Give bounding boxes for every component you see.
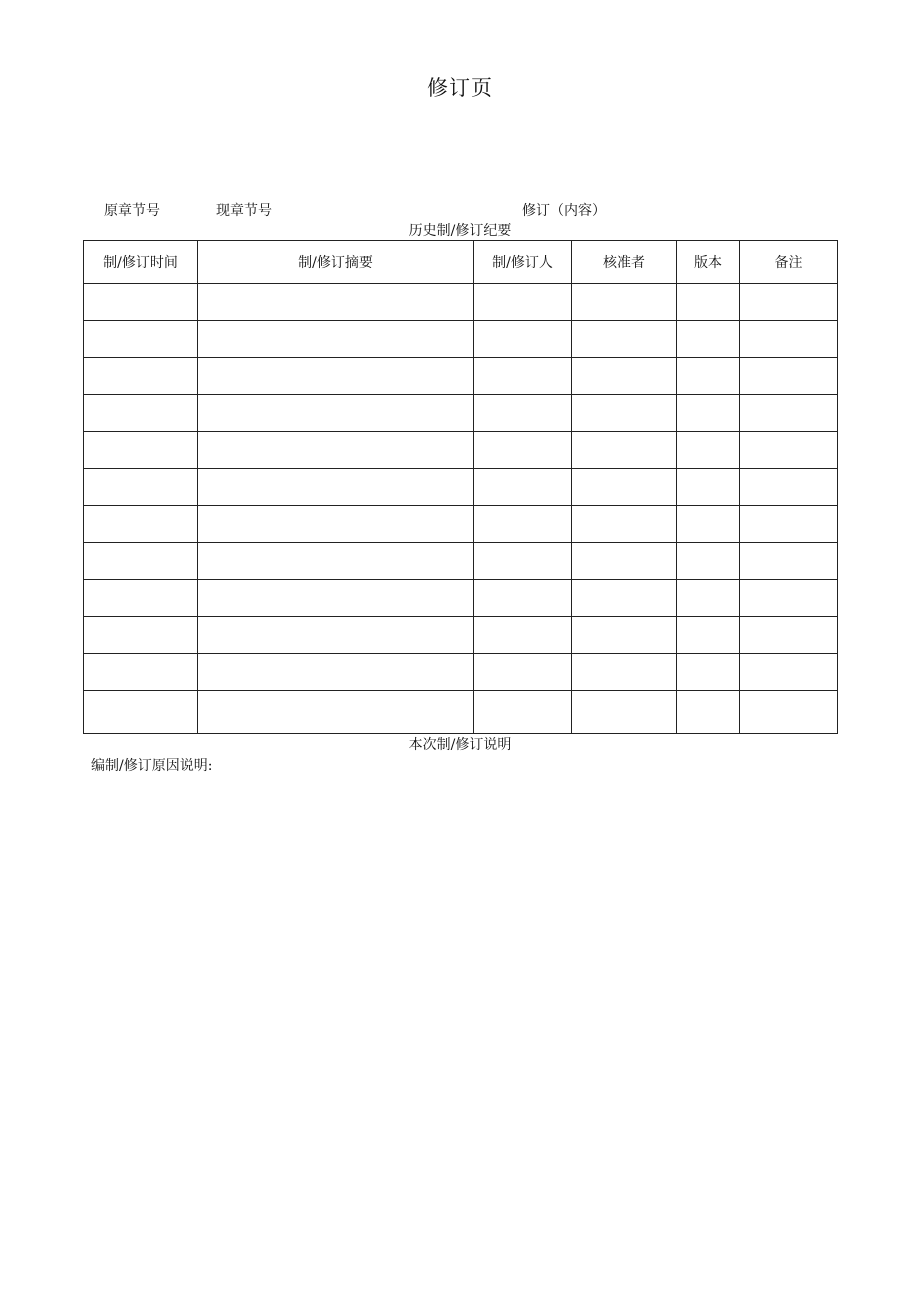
table-cell bbox=[740, 432, 838, 469]
table-cell bbox=[677, 469, 740, 506]
table-cell bbox=[84, 506, 198, 543]
table-cell bbox=[572, 580, 677, 617]
header-revision-summary: 制/修订摘要 bbox=[198, 241, 474, 284]
table-cell bbox=[198, 691, 474, 734]
header-version: 版本 bbox=[677, 241, 740, 284]
table-cell bbox=[84, 395, 198, 432]
table-cell bbox=[84, 580, 198, 617]
table-cell bbox=[572, 506, 677, 543]
table-cell bbox=[474, 617, 572, 654]
header-reviser: 制/修订人 bbox=[474, 241, 572, 284]
table-row bbox=[84, 543, 838, 580]
table-cell bbox=[198, 617, 474, 654]
table-cell bbox=[677, 284, 740, 321]
table-cell bbox=[740, 395, 838, 432]
revision-reason-label: 编制/修订原因说明: bbox=[91, 758, 213, 774]
table-cell bbox=[84, 432, 198, 469]
table-cell bbox=[474, 543, 572, 580]
table-header-row bbox=[84, 241, 838, 284]
table-cell bbox=[198, 284, 474, 321]
table-body bbox=[84, 284, 838, 734]
header-approver: 核准者 bbox=[572, 241, 677, 284]
table-cell bbox=[740, 580, 838, 617]
table-cell bbox=[677, 617, 740, 654]
table-row bbox=[84, 506, 838, 543]
table-cell bbox=[677, 543, 740, 580]
table-cell bbox=[572, 691, 677, 734]
table-row bbox=[84, 654, 838, 691]
table-cell bbox=[677, 654, 740, 691]
table-cell bbox=[84, 691, 198, 734]
table-cell bbox=[474, 469, 572, 506]
table-cell bbox=[198, 506, 474, 543]
table-cell bbox=[572, 617, 677, 654]
table-cell bbox=[198, 395, 474, 432]
table-row bbox=[84, 395, 838, 432]
header-remarks: 备注 bbox=[740, 241, 838, 284]
revision-content-label: 修订（内容） bbox=[522, 203, 606, 219]
table-cell bbox=[198, 654, 474, 691]
table-row bbox=[84, 691, 838, 734]
table-cell bbox=[677, 395, 740, 432]
table-cell bbox=[572, 543, 677, 580]
table-cell bbox=[572, 654, 677, 691]
table-cell bbox=[572, 358, 677, 395]
revision-note-caption: 本次制/修订说明 bbox=[408, 737, 512, 753]
table-row bbox=[84, 284, 838, 321]
table-cell bbox=[198, 543, 474, 580]
table-cell bbox=[198, 432, 474, 469]
revision-history-table bbox=[83, 240, 838, 734]
table-cell bbox=[740, 321, 838, 358]
table-cell bbox=[474, 432, 572, 469]
table-cell bbox=[572, 284, 677, 321]
table-cell bbox=[474, 321, 572, 358]
table-cell bbox=[84, 543, 198, 580]
table-row bbox=[84, 580, 838, 617]
table-cell bbox=[474, 580, 572, 617]
table-row bbox=[84, 432, 838, 469]
table-row bbox=[84, 321, 838, 358]
header-revision-time: 制/修订时间 bbox=[84, 241, 198, 284]
table-cell bbox=[677, 691, 740, 734]
current-section-label: 现章节号 bbox=[216, 203, 272, 219]
table-cell bbox=[198, 580, 474, 617]
table-cell bbox=[84, 358, 198, 395]
history-caption: 历史制/修订纪要 bbox=[408, 223, 512, 239]
table-cell bbox=[84, 321, 198, 358]
table-cell bbox=[740, 543, 838, 580]
table-cell bbox=[572, 395, 677, 432]
table-cell bbox=[740, 617, 838, 654]
table-cell bbox=[198, 321, 474, 358]
table-cell bbox=[84, 654, 198, 691]
table-cell bbox=[198, 358, 474, 395]
table-row bbox=[84, 358, 838, 395]
table-cell bbox=[198, 469, 474, 506]
page-title: 修订页 bbox=[427, 76, 493, 100]
table-cell bbox=[677, 506, 740, 543]
table-cell bbox=[84, 469, 198, 506]
table-cell bbox=[677, 432, 740, 469]
table-cell bbox=[572, 469, 677, 506]
table-cell bbox=[677, 321, 740, 358]
table-cell bbox=[677, 580, 740, 617]
table-cell bbox=[84, 617, 198, 654]
table-cell bbox=[474, 358, 572, 395]
table-row bbox=[84, 469, 838, 506]
table-cell bbox=[474, 284, 572, 321]
table-cell bbox=[740, 691, 838, 734]
table-cell bbox=[474, 395, 572, 432]
table-cell bbox=[677, 358, 740, 395]
table-cell bbox=[474, 654, 572, 691]
table-cell bbox=[740, 358, 838, 395]
table-cell bbox=[572, 321, 677, 358]
table-row bbox=[84, 617, 838, 654]
table-cell bbox=[740, 284, 838, 321]
table-cell bbox=[474, 691, 572, 734]
table-cell bbox=[84, 284, 198, 321]
table-cell bbox=[740, 506, 838, 543]
table-cell bbox=[474, 506, 572, 543]
table-cell bbox=[572, 432, 677, 469]
original-section-label: 原章节号 bbox=[104, 203, 160, 219]
table-cell bbox=[740, 469, 838, 506]
table-cell bbox=[740, 654, 838, 691]
